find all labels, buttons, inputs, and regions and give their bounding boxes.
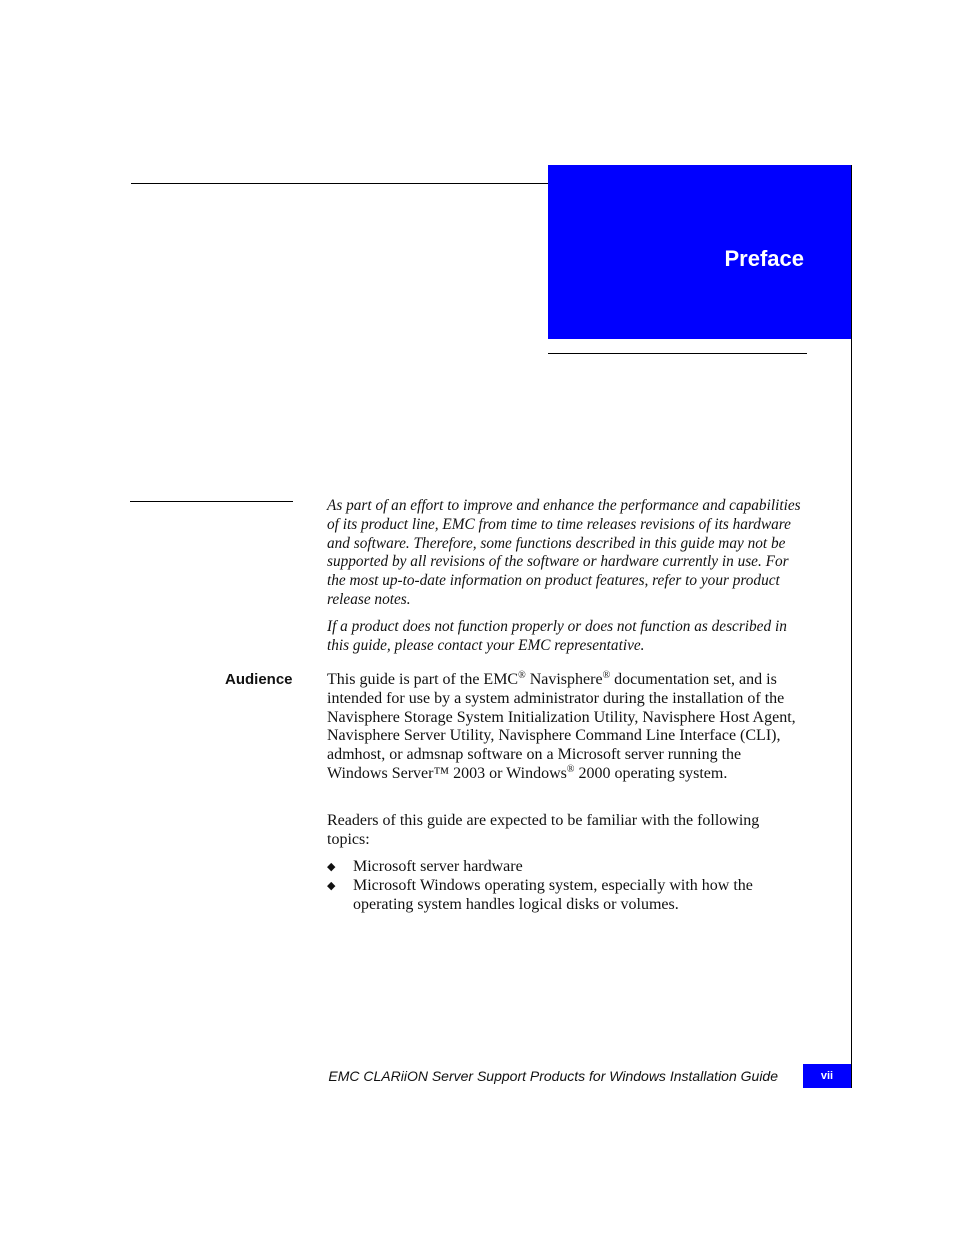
registered-mark: ® [566,763,575,775]
title-underline-rule [548,353,807,354]
audience-text-c: documentation set, and is intended for use by a system administrator during the installation of the Navisphere Storage System Initialization Utility, Navisphere Host Agent, Navisphere Server Utility, Navisphere Command Line Interface (CLI), admhost, or admsnap software on a Microsoft server running the Windows Server™ 2003 or Windows [327,671,796,782]
audience-text-a: This guide is part of the EMC [327,671,519,688]
audience-text-d: 2000 operating system. [574,764,728,782]
chapter-title: Preface [724,246,804,271]
registered-mark: ® [518,670,526,681]
section-rule [130,501,293,502]
intro-paragraph-2: If a product does not function properly or does not function as described in this guide, please contact your EMC representative. [327,618,787,654]
footer-guide-title: EMC CLARiiON Server Support Products for Windows Installation Guide [328,1068,778,1084]
list-item [327,858,805,877]
audience-paragraph-1 [327,671,805,784]
audience-heading: Audience [225,671,293,688]
audience-paragraph-2: Readers of this guide are expected to be familiar with the following topics: [327,812,760,848]
topics-list [327,858,805,914]
audience-text-b: Navisphere [525,671,603,688]
list-item-text: Microsoft server hardware [353,858,523,875]
registered-mark: ® [602,670,611,681]
page-number: vii [803,1064,851,1088]
right-margin-rule [851,165,852,1088]
list-item [327,877,805,915]
list-item-text: Microsoft Windows operating system, especially with how the operating system handles logical disks or volumes. [353,876,753,913]
diamond-bullet-icon: ◆ [327,861,336,873]
diamond-bullet-icon: ◆ [327,879,336,892]
intro-paragraph-1: As part of an effort to improve and enhance the performance and capabilities of its product line, EMC from time to time releases revisions of its hardware and software. Therefore, some functions described in this guide may not be supported by all revisions of the software or hardware currently in use. For the most up-to-date information on product features, refer to your product release notes. [327,497,801,608]
